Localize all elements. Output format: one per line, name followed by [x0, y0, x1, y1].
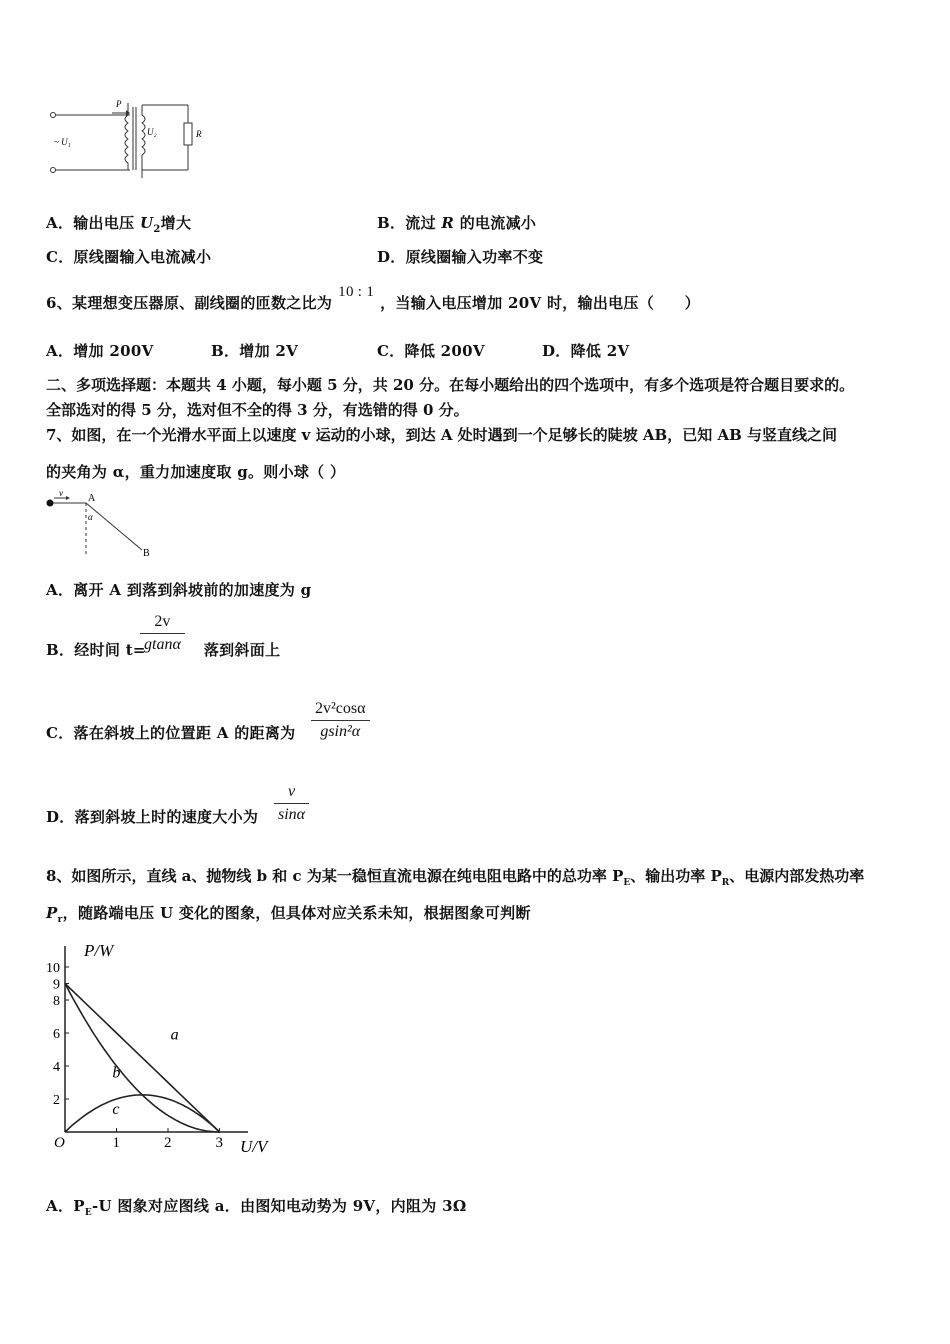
q6-option-d[interactable]: D．降低 2V	[542, 342, 630, 360]
q7-option-a[interactable]: A．离开 A 到落到斜坡前的加速度为 g	[46, 581, 312, 599]
chart-x-tick-O: O	[54, 1135, 65, 1151]
q5-option-a[interactable]: A．输出电压 $U_2$增大	[46, 214, 192, 235]
q7-option-d[interactable]: D．落到斜坡上时的速度大小为	[46, 808, 259, 826]
q7-option-c[interactable]: C．落在斜坡上的位置距 A 的距离为	[46, 724, 296, 742]
chart-series-label-a: a	[170, 1026, 179, 1044]
q7-c-fraction: $\frac{\text{2v²cosα}}{\text{gsin²α}}$	[311, 698, 370, 743]
chart-x-tick-1: 1	[112, 1135, 120, 1151]
q7-stem-line1: 7、如图，在一个光滑水平面上以速度 v 运动的小球，到达 A 处时遇到一个足够长的陡坡 AB，已知 AB 与竖直线之间	[46, 426, 837, 444]
chart-series-label-b: b	[112, 1064, 121, 1082]
chart-x-tick-2: 2	[164, 1135, 172, 1151]
q8-option-a[interactable]: A．$P_E-U$ 图象对应图线 a．由图知电动势为 9V，内阻为 3Ω	[46, 1197, 467, 1218]
section2-line1: 二、多项选择题：本题共 4 小题，每小题 5 分，共 20 分。在每小题给出的四个选项中，有多个选项是符合题目要求的。	[46, 376, 855, 394]
chart-y-label: P/W	[84, 941, 114, 960]
q7-d-fraction: $\frac{v}{\sin\alpha}$	[274, 781, 309, 826]
q7-stem-line2: 的夹角为 α，重力加速度取 g。则小球（ ）	[46, 463, 346, 481]
chart-y-tick-6: 6	[53, 1027, 60, 1042]
fig7-label-alpha: α	[88, 512, 93, 522]
chart-y-tick-4: 4	[53, 1060, 60, 1075]
fig5-label-u2: U₂	[147, 127, 157, 137]
q5-option-b[interactable]: B．流过 R 的电流减小	[377, 214, 537, 232]
q5-option-c[interactable]: C．原线圈输入电流减小	[46, 248, 212, 266]
transformer-diagram	[40, 95, 210, 180]
chart-y-tick-8: 8	[53, 994, 60, 1009]
q5-option-d[interactable]: D．原线圈输入功率不变	[377, 248, 544, 266]
fig7-label-b: B	[143, 548, 150, 559]
q6-option-c[interactable]: C．降低 200V	[377, 342, 485, 360]
chart-x-tick-3: 3	[215, 1135, 223, 1151]
chart-x-label: U/V	[240, 1137, 268, 1156]
q7-option-b[interactable]: B．经时间 t= 落到斜面上	[46, 641, 281, 659]
fig7-label-a: A	[88, 493, 96, 504]
chart-y-tick-10: 10	[46, 961, 60, 976]
chart-series-label-c: c	[112, 1100, 120, 1118]
q8-stem-line1: 8、如图所示，直线 a、抛物线 b 和 c 为某一稳恒直流电源在纯电阻电路中的总功率 $P_E$、输出功率 $P_R$、电源内部发热功率	[46, 867, 865, 888]
chart-series-c	[65, 1095, 220, 1132]
fig7-label-v: v	[59, 488, 63, 498]
fig5-label-r: R	[196, 129, 202, 139]
q6-stem: 6、某理想变压器原、副线圈的匝数之比为10 : 1，当输入电压增加 20V 时，输出电压（ ）	[46, 284, 700, 312]
chart-y-tick-9: 9	[53, 977, 60, 993]
chart-y-tick-2: 2	[53, 1093, 60, 1108]
q8-stem-line2: $P_r$，随路端电压 U 变化的图象，但具体对应关系未知，根据图象可判断	[46, 904, 531, 925]
power-voltage-chart	[40, 938, 290, 1160]
q6-option-b[interactable]: B．增加 2V	[211, 342, 299, 360]
q6-ratio: 10 : 1	[338, 284, 375, 300]
q7-b-fraction: $\frac{2v}{gtan\alpha}$	[140, 611, 185, 656]
slope-diagram	[40, 488, 170, 563]
q6-option-a[interactable]: A．增加 200V	[46, 342, 154, 360]
fig5-label-u1: ~ U₁	[54, 137, 71, 147]
fig5-label-p: P	[116, 99, 122, 109]
section2-line2: 全部选对的得 5 分，选对但不全的得 3 分，有选错的得 0 分。	[46, 401, 469, 419]
chart-series-a	[65, 984, 220, 1133]
